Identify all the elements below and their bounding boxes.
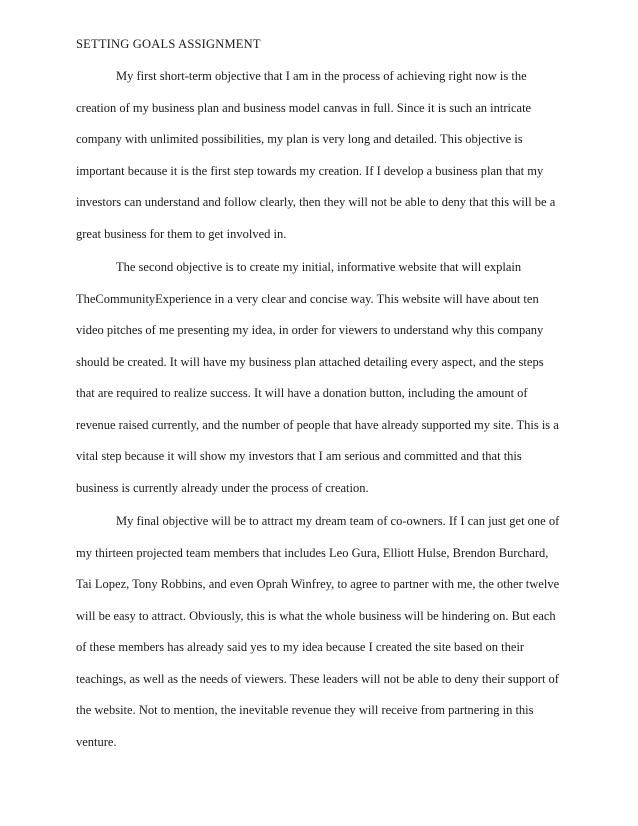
paragraph-3-line-1: My final objective will be to attract my dream team of co-owners. If I can just get one of (116, 514, 560, 528)
paragraph-2-line-6: revenue raised currently, and the number of people that have already supported my site. This is a (76, 418, 559, 432)
paragraph-1-line-1: My first short-term objective that I am in the process of achieving right now is the (116, 69, 527, 83)
paragraph-3-line-7: the website. Not to mention, the inevitable revenue they will receive from partnering in this (76, 703, 534, 717)
paragraph-1-line-4: important because it is the first step towards my creation. If I develop a business plan that my (76, 164, 544, 178)
paragraph-2-line-1: The second objective is to create my initial, informative website that will explain (116, 260, 522, 274)
paragraph-3-line-3: Tai Lopez, Tony Robbins, and even Oprah Winfrey, to agree to partner with me, the other twelve (76, 577, 560, 591)
document-title: SETTING GOALS ASSIGNMENT (76, 37, 261, 51)
paragraph-2-line-8: business is currently already under the process of creation. (76, 481, 369, 495)
paragraph-3-line-2: my thirteen projected team members that includes Leo Gura, Elliott Hulse, Brendon Burchard, (76, 546, 549, 560)
paragraph-1-line-2: creation of my business plan and business model canvas in full. Since it is such an intricate (76, 101, 532, 115)
paragraph-3-line-4: will be easy to attract. Obviously, this is what the whole business will be hindering on. But each (76, 609, 556, 623)
paragraph-2-line-5: that are required to realize success. It will have a donation button, including the amount of (76, 386, 528, 400)
paragraph-2-line-7: vital step because it will show my investors that I am serious and committed and that this (76, 449, 522, 463)
paragraph-1-line-6: great business for them to get involved in. (76, 227, 287, 241)
paragraph-1-line-5: investors can understand and follow clearly, then they will not be able to deny that this will be a (76, 195, 556, 209)
paragraph-3-line-6: teachings, as well as the needs of viewers. These leaders will not be able to deny their support of (76, 672, 559, 686)
paragraph-1-line-3: company with unlimited possibilities, my plan is very long and detailed. This objective is (76, 132, 523, 146)
paragraph-3-line-8: venture. (76, 735, 117, 749)
paragraph-2-line-4: should be created. It will have my business plan attached detailing every aspect, and the steps (76, 355, 544, 369)
paragraph-2-line-3: video pitches of me presenting my idea, in order for viewers to understand why this company (76, 323, 544, 337)
paragraph-3-line-5: of these members has already said yes to my idea because I created the site based on their (76, 640, 525, 654)
paragraph-2-line-2: TheCommunityExperience in a very clear and concise way. This website will have about ten (76, 292, 539, 306)
